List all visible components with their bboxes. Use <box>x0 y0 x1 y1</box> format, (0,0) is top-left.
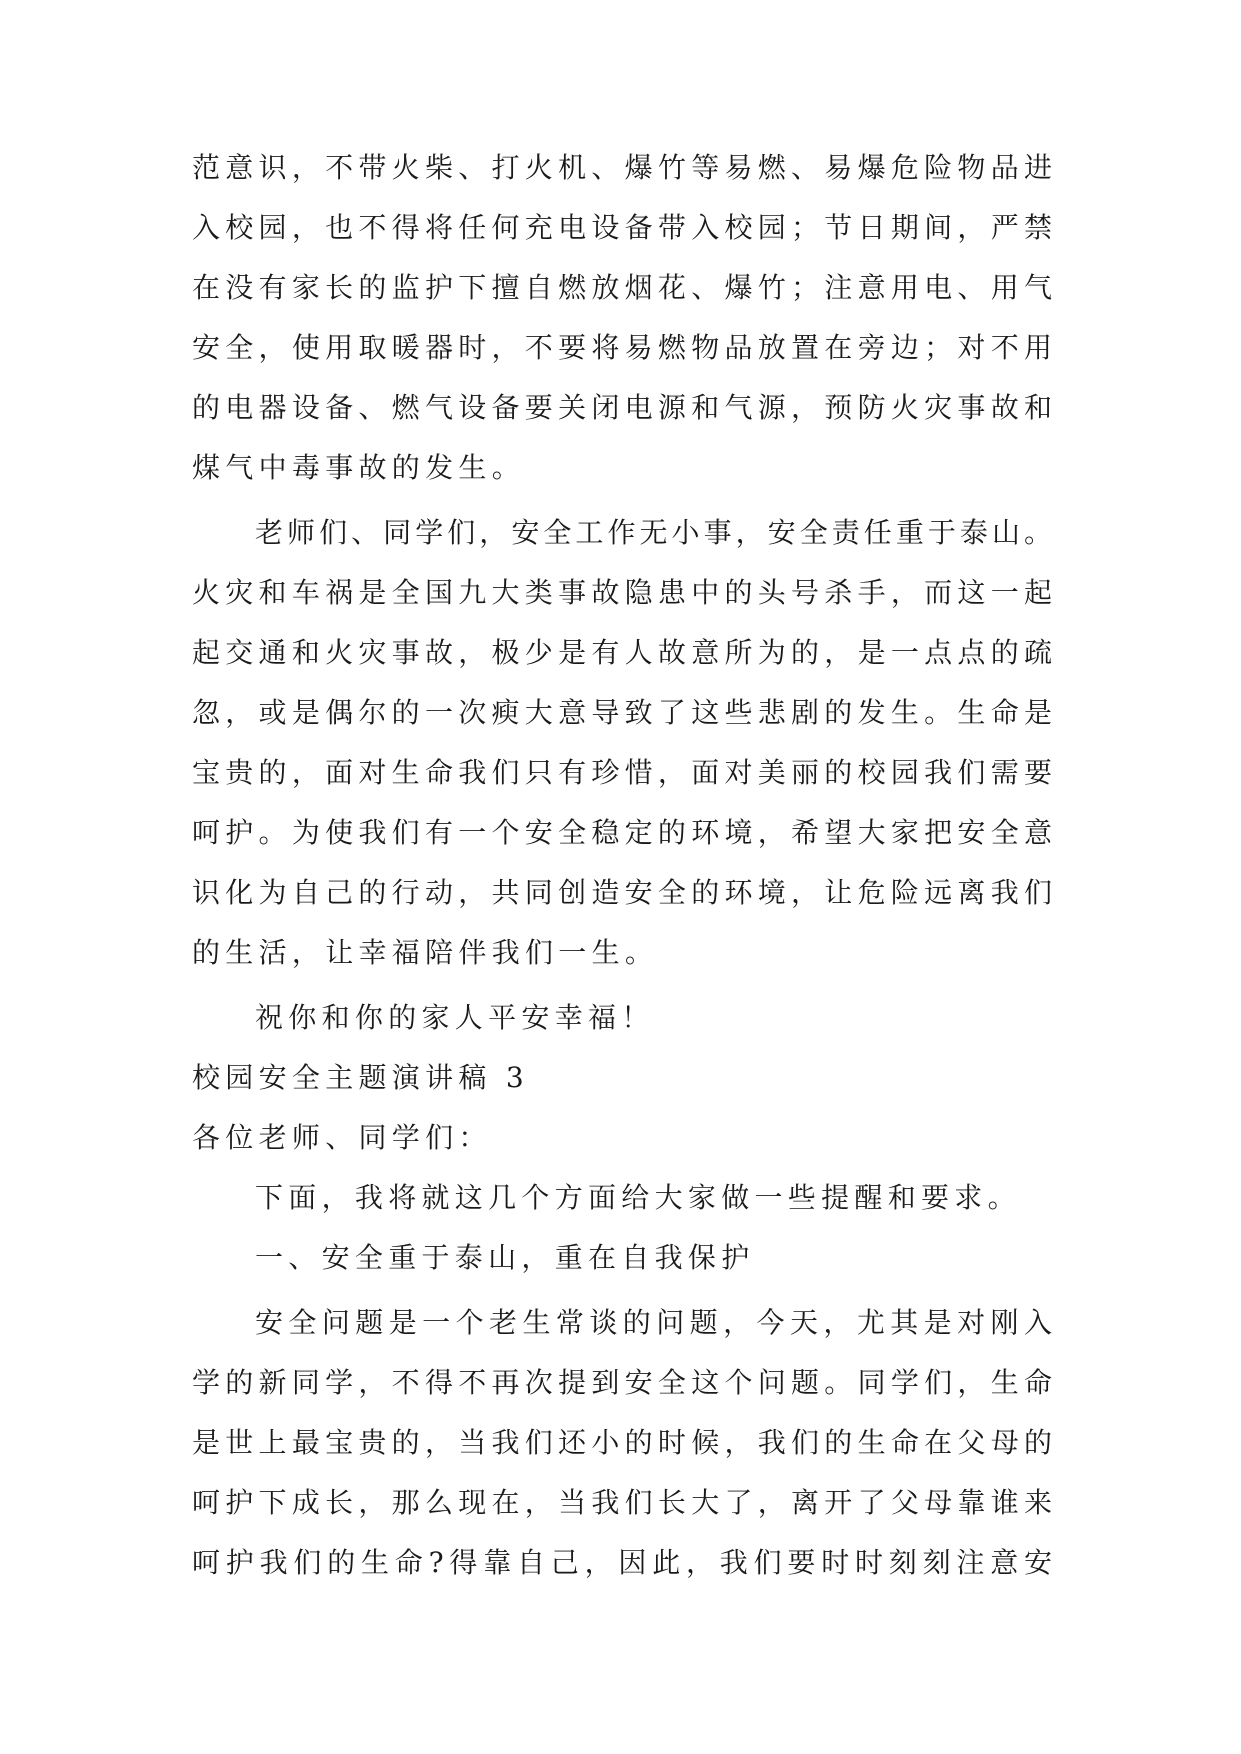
text-line: 呵护。为使我们有一个安全稳定的环境，希望大家把安全意 <box>192 816 1052 849</box>
text-line: 范意识，不带火柴、打火机、爆竹等易燃、易爆危险物品进 <box>192 151 1052 184</box>
text-line: 呵护下成长，那么现在，当我们长大了，离开了父母靠谁来 <box>192 1486 1052 1519</box>
text-line: 学的新同学，不得不再次提到安全这个问题。同学们，生命 <box>192 1366 1052 1399</box>
text-line: 起交通和火灾事故，极少是有人故意所为的，是一点点的疏 <box>192 636 1052 669</box>
text-line: 的电器设备、燃气设备要关闭电源和气源，预防火灾事故和 <box>192 391 1052 424</box>
salutation: 各位老师、同学们： <box>192 1121 492 1154</box>
text-line: 安全，使用取暖器时，不要将易燃物品放置在旁边；对不用 <box>192 331 1052 364</box>
paragraph-first-line: 祝你和你的家人平安幸福！ <box>255 1001 655 1034</box>
section-heading: 校园安全主题演讲稿 3 <box>192 1061 530 1094</box>
text-line: 入校园，也不得将任何充电设备带入校园；节日期间，严禁 <box>192 211 1052 244</box>
paragraph-first-line: 老师们、同学们，安全工作无小事，安全责任重于泰山。 <box>255 516 1052 549</box>
subheading: 一、安全重于泰山，重在自我保护 <box>255 1241 755 1274</box>
paragraph-first-line: 安全问题是一个老生常谈的问题，今天，尤其是对刚入 <box>255 1306 1052 1339</box>
text-line: 是世上最宝贵的，当我们还小的时候，我们的生命在父母的 <box>192 1426 1052 1459</box>
text-line: 呵护我们的生命?得靠自己，因此，我们要时时刻刻注意安 <box>192 1546 1052 1579</box>
text-line: 的生活，让幸福陪伴我们一生。 <box>192 936 659 969</box>
text-line: 在没有家长的监护下擅自燃放烟花、爆竹；注意用电、用气 <box>192 271 1052 304</box>
text-line: 煤气中毒事故的发生。 <box>192 451 526 484</box>
paragraph-first-line: 下面，我将就这几个方面给大家做一些提醒和要求。 <box>255 1181 1021 1214</box>
text-line: 火灾和车祸是全国九大类事故隐患中的头号杀手，而这一起 <box>192 576 1052 609</box>
text-line: 识化为自己的行动，共同创造安全的环境，让危险远离我们 <box>192 876 1052 909</box>
text-line: 宝贵的，面对生命我们只有珍惜，面对美丽的校园我们需要 <box>192 756 1052 789</box>
text-line: 忽，或是偶尔的一次瘐大意导致了这些悲剧的发生。生命是 <box>192 696 1052 729</box>
